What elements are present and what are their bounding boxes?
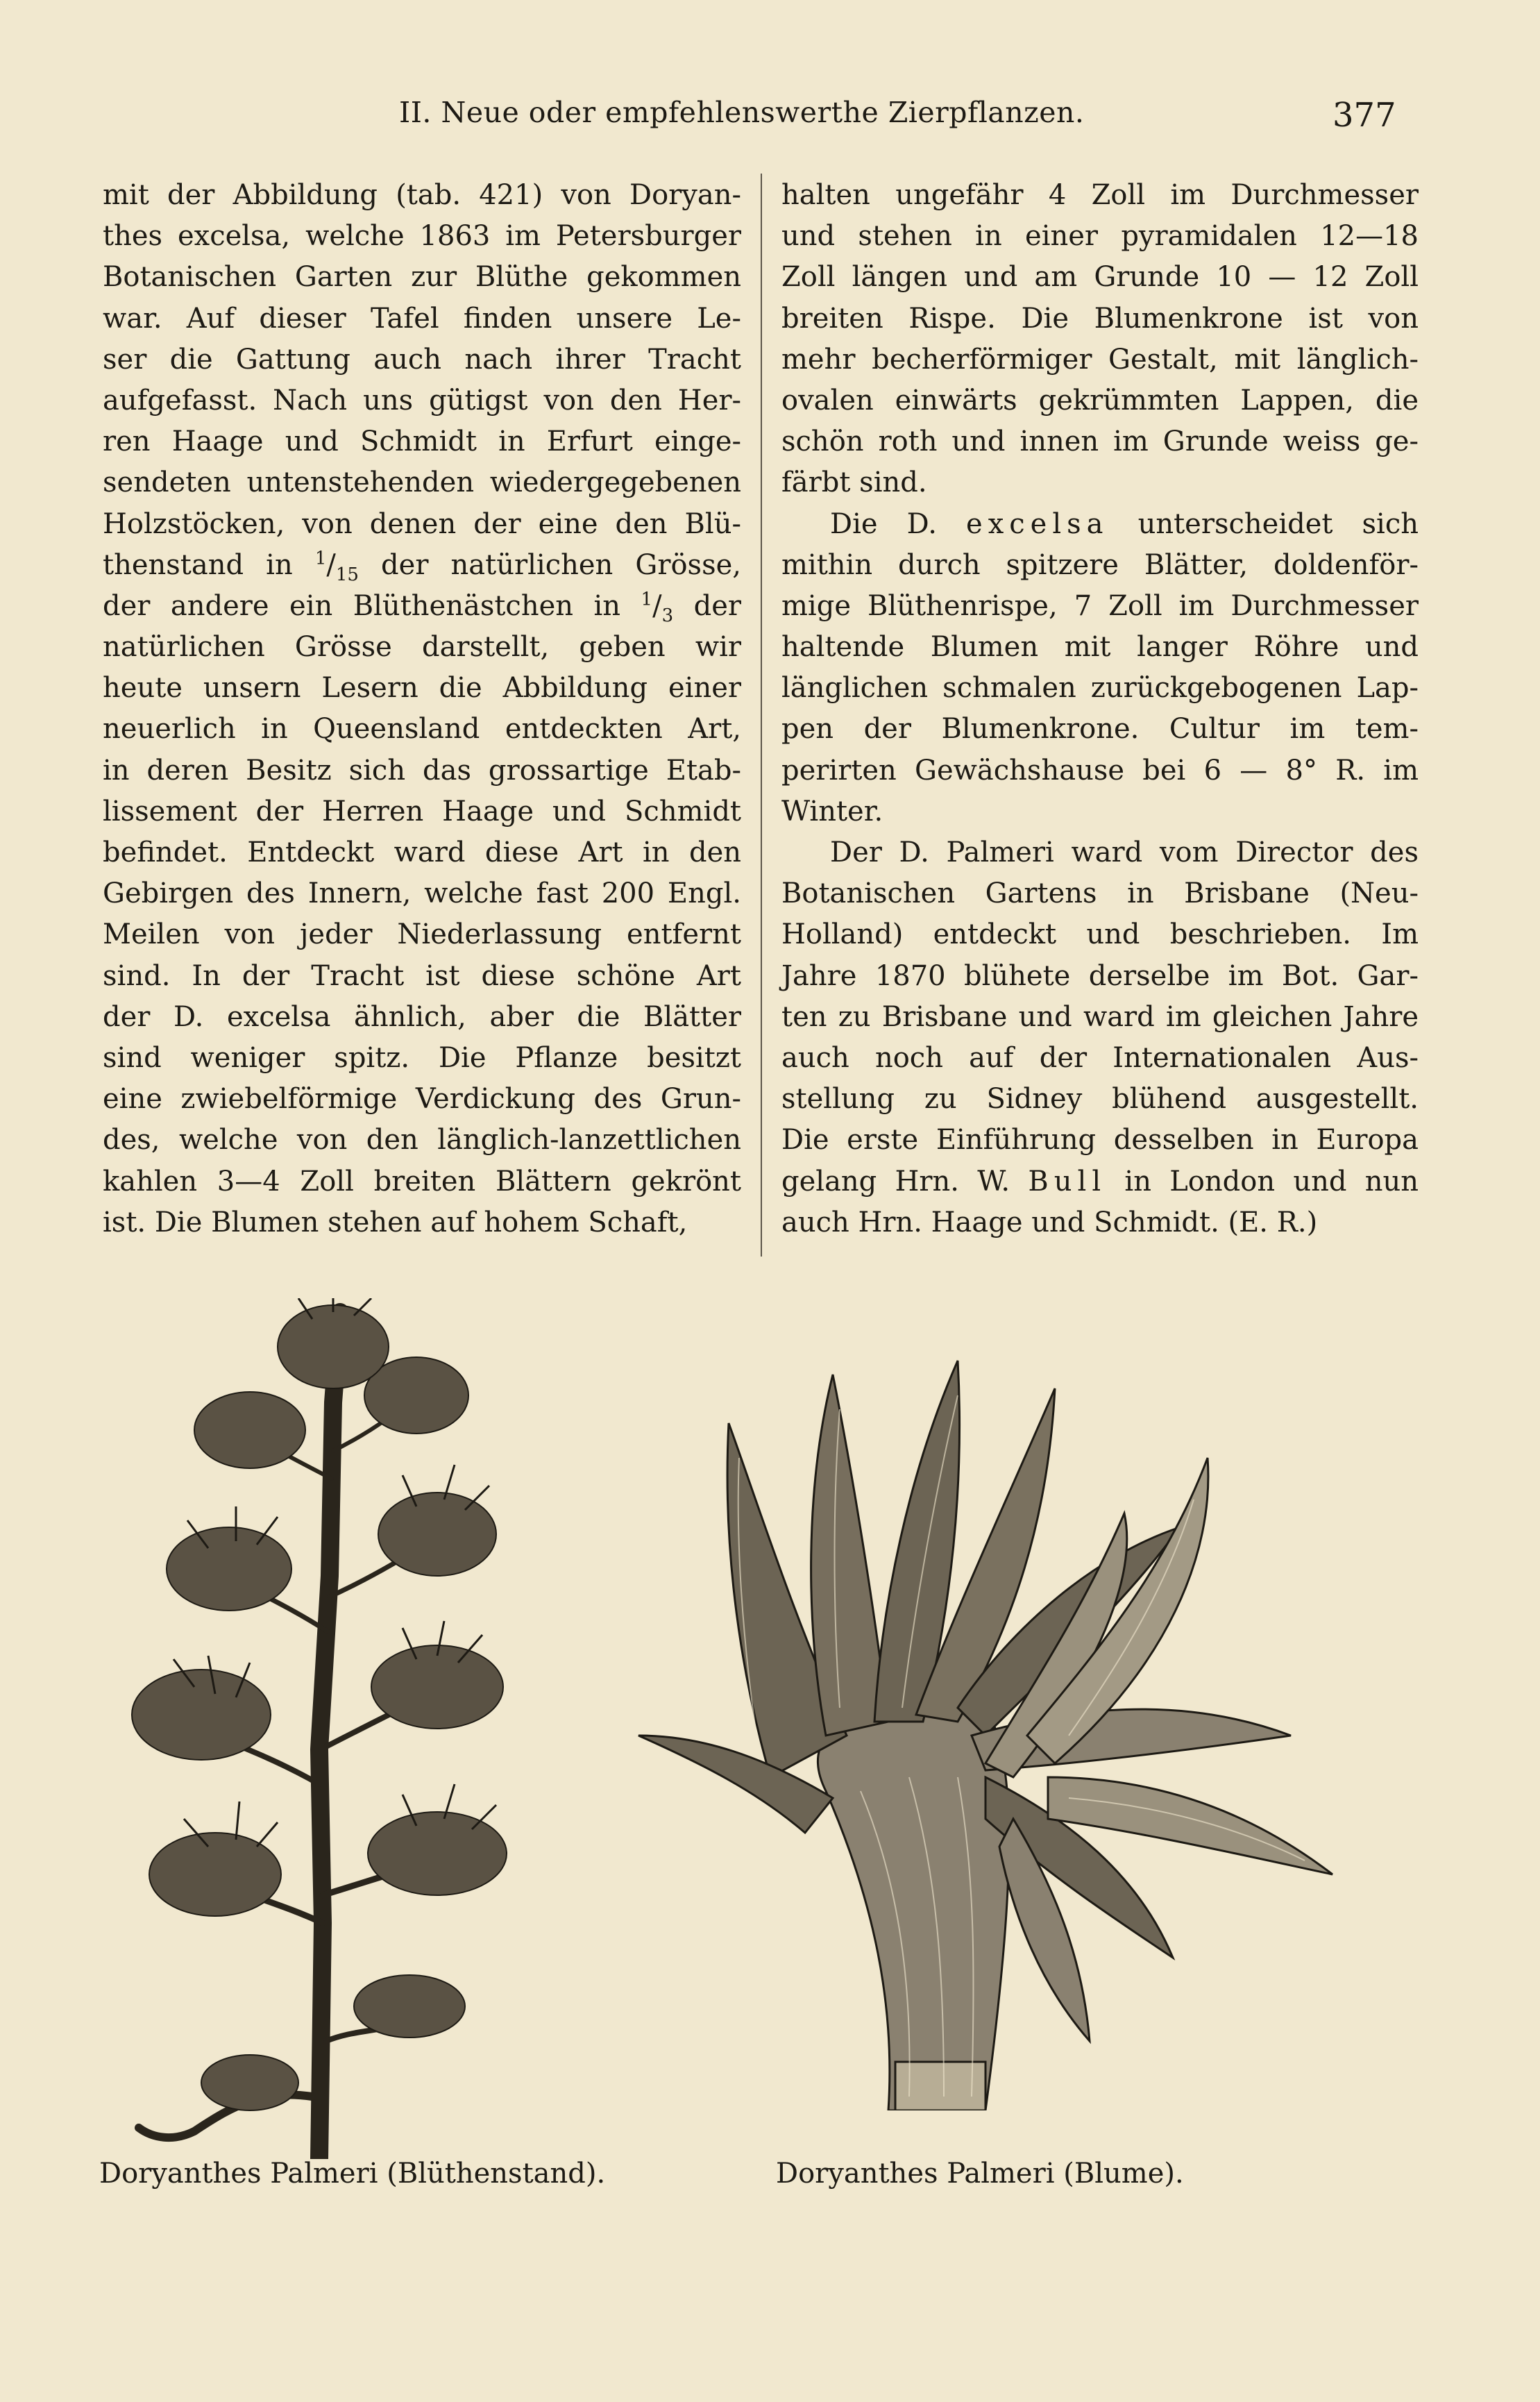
text-line: ist. Die Blumen stehen auf hohem Schaft, bbox=[103, 1206, 688, 1238]
text-line: mehr becherförmiger Gestalt, mit länglich- bbox=[781, 343, 1419, 376]
text-line: aufgefasst. Nach uns gütigst von den Her- bbox=[103, 384, 741, 417]
text-line: schön roth und innen im Grunde weiss ge- bbox=[781, 426, 1419, 458]
figure-caption-flower: Doryanthes Palmeri (Blume). bbox=[776, 2158, 1184, 2190]
text-fragment: gelang Hrn. W. bbox=[781, 1165, 1010, 1198]
text-line: Botanischen Gartens in Brisbane (Neu- bbox=[781, 877, 1419, 910]
text-line: ser die Gattung auch nach ihrer Tracht bbox=[103, 343, 741, 376]
text-line: thes excelsa, welche 1863 im Petersburger bbox=[103, 220, 741, 253]
text-line: in deren Besitz sich das grossartige Etab- bbox=[103, 754, 741, 787]
text-line: Winter. bbox=[781, 795, 883, 828]
figure-caption-inflorescence: Doryanthes Palmeri (Blüthenstand). bbox=[99, 2158, 606, 2190]
text-line: ren Haage und Schmidt in Erfurt einge- bbox=[103, 426, 741, 458]
fraction-numerator: 1 bbox=[641, 589, 653, 610]
text-line: mige Blüthenrispe, 7 Zoll im Durchmesser bbox=[781, 589, 1419, 622]
text-fragment: in London und nun bbox=[1124, 1165, 1419, 1198]
text-line: Zoll längen und am Grunde 10 — 12 Zoll bbox=[781, 261, 1419, 294]
text-line-spaced bbox=[781, 504, 1419, 545]
text-line-spaced bbox=[781, 1161, 1419, 1202]
text-line: halten ungefähr 4 Zoll im Durchmesser bbox=[781, 179, 1419, 211]
fraction-denominator: 15 bbox=[335, 564, 359, 585]
text-line: ovalen einwärts gekrümmten Lappen, die bbox=[781, 384, 1419, 417]
text-line: breiten Rispe. Die Blumenkrone ist von bbox=[781, 302, 1419, 335]
text-line: befindet. Entdeckt ward diese Art in den bbox=[103, 837, 741, 868]
species-name-spaced: excelsa bbox=[966, 507, 1109, 540]
text-line: Botanischen Garten zur Blüthe gekommen bbox=[103, 261, 741, 294]
text-line: Die erste Einführung desselben in Europa bbox=[781, 1124, 1419, 1157]
text-line: mithin durch spitzere Blätter, doldenför- bbox=[781, 548, 1419, 581]
text-line-fraction: thenstand in $^1/_{15}$ der natürlichen Grösse, bbox=[103, 548, 741, 585]
text-line: färbt sind. bbox=[781, 467, 927, 499]
text-line: auch Hrn. Haage und Schmidt. (E. R.) bbox=[781, 1206, 1318, 1238]
inflorescence-engraving bbox=[111, 1298, 548, 2159]
text-fragment: unterscheidet sich bbox=[1137, 507, 1419, 540]
text-line: pen der Blumenkrone. Cultur im tem- bbox=[781, 713, 1419, 746]
text-line: perirten Gewächshause bei 6 — 8° R. im bbox=[781, 754, 1419, 787]
text-line: mit der Abbildung (tab. 421) von Doryan- bbox=[103, 179, 741, 211]
text-line: lissement der Herren Haage und Schmidt bbox=[103, 795, 741, 828]
text-line: Jahre 1870 blühete derselbe im Bot. Gar- bbox=[781, 959, 1419, 992]
column-rule bbox=[761, 174, 762, 1257]
text-line-fraction: der andere ein Blüthenästchen in $^1/_3$ der bbox=[103, 589, 741, 626]
section-title: II. Neue oder empfehlenswerthe Zierpflanzen. bbox=[399, 96, 1085, 129]
left-text-column bbox=[103, 175, 741, 1243]
text-line: heute unsern Lesern die Abbildung einer bbox=[103, 672, 741, 705]
text-line: Holland) entdeckt und beschrieben. Im bbox=[781, 918, 1419, 951]
text-line: Gebirgen des Innern, welche fast 200 Engl. bbox=[103, 877, 741, 910]
flower-engraving bbox=[597, 1347, 1430, 2110]
page-number: 377 bbox=[1332, 96, 1396, 135]
text-fragment: der andere ein Blüthenästchen in bbox=[103, 589, 621, 622]
text-line: Meilen von jeder Niederlassung entfernt bbox=[103, 918, 741, 951]
text-line: Holzstöcken, von denen der eine den Blü- bbox=[103, 507, 741, 540]
fraction-numerator: 1 bbox=[314, 548, 327, 569]
text-line: sind. In der Tracht ist diese schöne Art bbox=[103, 959, 741, 992]
text-fragment: Die D. bbox=[830, 507, 937, 540]
text-line: sendeten untenstehenden wiedergegebenen bbox=[103, 467, 741, 499]
text-line: des, welche von den länglich-lanzettlichen bbox=[103, 1124, 741, 1157]
fraction-denominator: 3 bbox=[661, 605, 674, 626]
text-fragment: thenstand in bbox=[103, 548, 293, 581]
text-line: der D. excelsa ähnlich, aber die Blätter bbox=[103, 1000, 741, 1033]
text-line: neuerlich in Queensland entdeckten Art, bbox=[103, 713, 741, 746]
text-line: länglichen schmalen zurückgebogenen Lap- bbox=[781, 672, 1419, 705]
text-line: war. Auf dieser Tafel finden unsere Le- bbox=[103, 302, 741, 335]
text-fragment: der natürlichen Grösse, bbox=[381, 548, 741, 581]
text-line: kahlen 3—4 Zoll breiten Blättern gekrönt bbox=[103, 1165, 741, 1198]
right-text-column bbox=[781, 175, 1419, 1243]
text-line: natürlichen Grösse darstellt, geben wir bbox=[103, 631, 741, 664]
running-header bbox=[0, 96, 1540, 151]
text-line: haltende Blumen mit langer Röhre und bbox=[781, 631, 1419, 664]
text-line: Der D. Palmeri ward vom Director des bbox=[830, 837, 1419, 868]
text-line: eine zwiebelförmige Verdickung des Grun- bbox=[103, 1083, 741, 1116]
text-line: auch noch auf der Internationalen Aus- bbox=[781, 1041, 1419, 1074]
text-line: stellung zu Sidney blühend ausgestellt. bbox=[781, 1083, 1419, 1116]
text-fragment: der bbox=[693, 589, 741, 622]
text-line: ten zu Brisbane und ward im gleichen Jahre bbox=[781, 1000, 1419, 1033]
text-line: sind weniger spitz. Die Pflanze besitzt bbox=[103, 1041, 741, 1074]
name-spaced: Bull bbox=[1028, 1165, 1107, 1198]
text-line: und stehen in einer pyramidalen 12—18 bbox=[781, 220, 1419, 253]
